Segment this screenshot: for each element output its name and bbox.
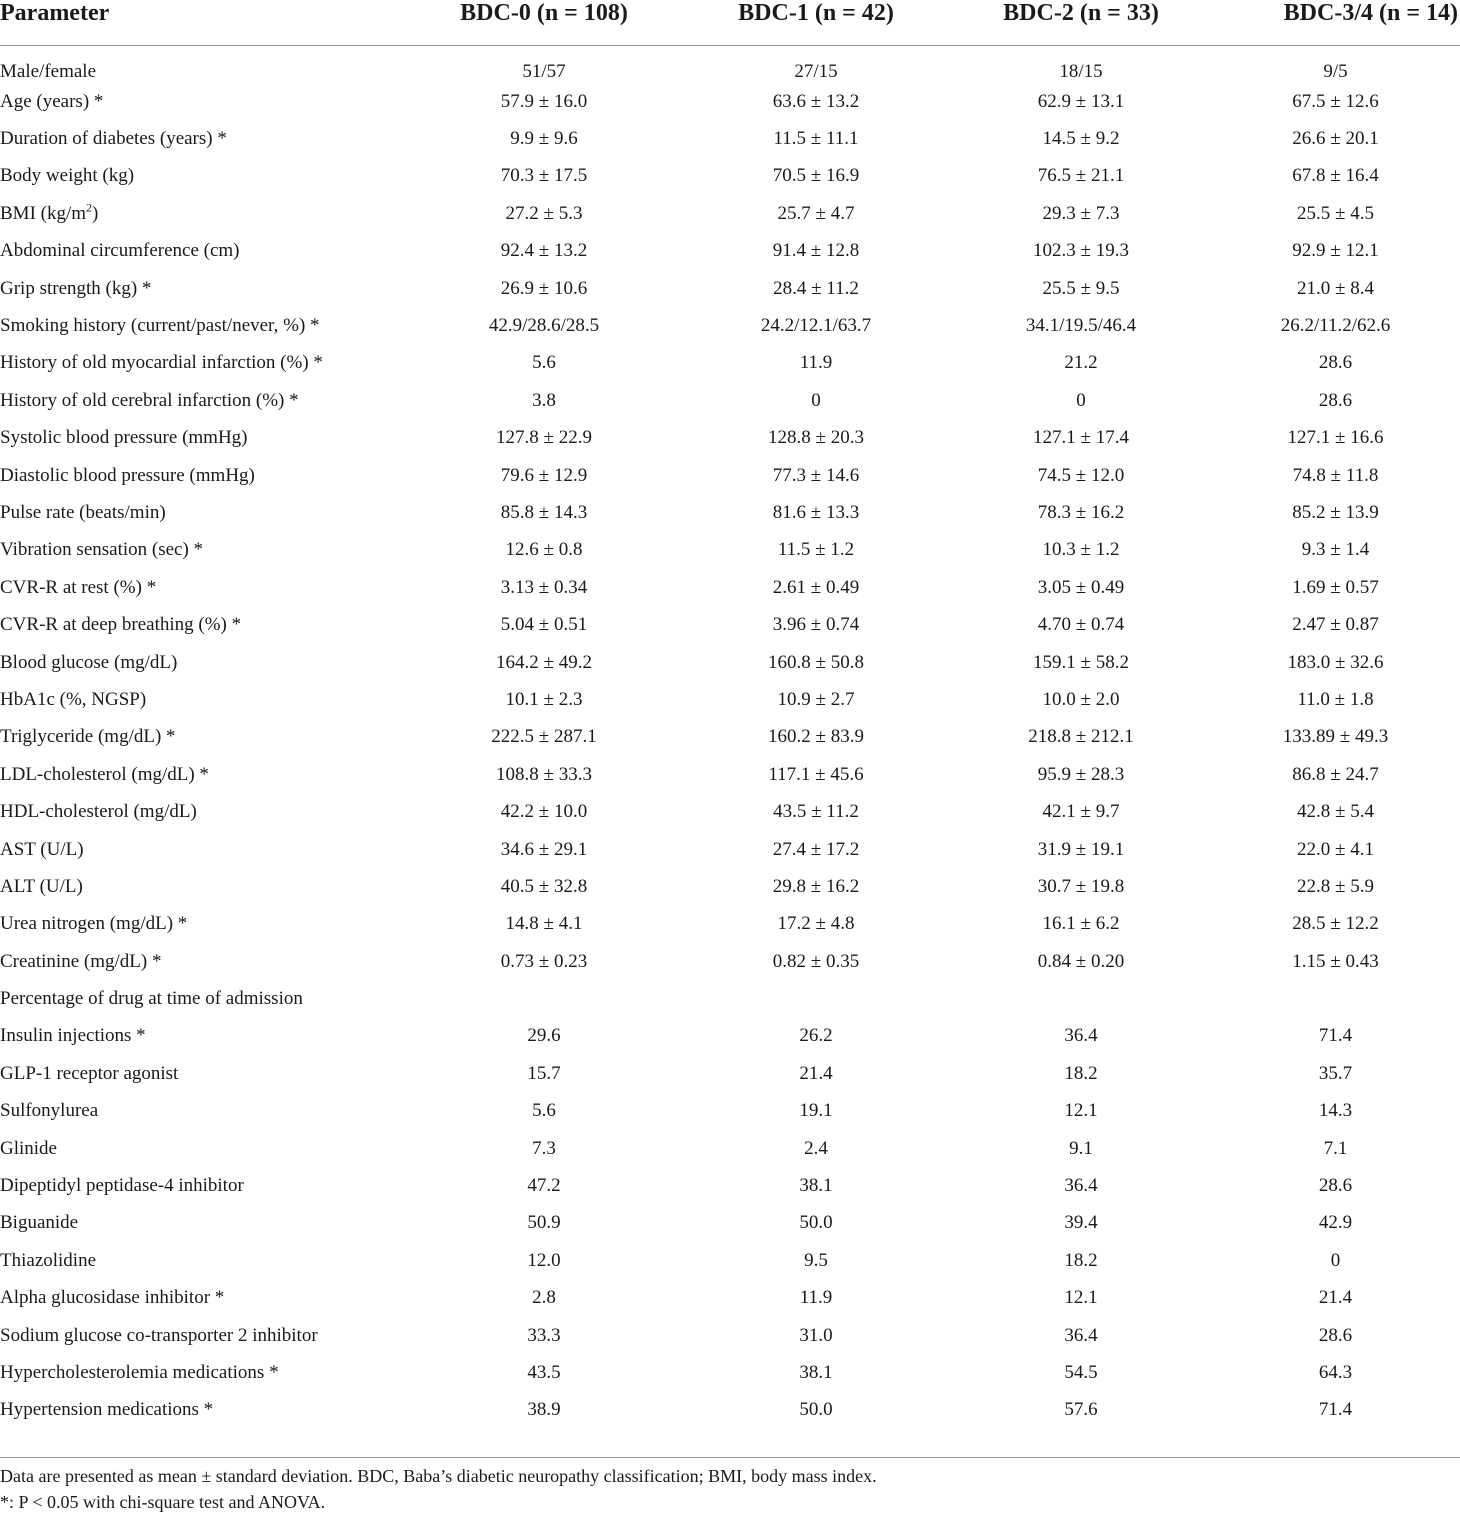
cell-bdc-group-0: 12.6 ± 0.8 — [505, 539, 583, 561]
row-label-text: Diastolic blood pressure (mmHg) — [0, 464, 255, 486]
cell-bdc-group-0: 27.2 ± 5.3 — [505, 202, 583, 224]
cell-bdc-group-3: 9/5 — [1323, 60, 1348, 82]
cell-bdc-group-1: 38.1 — [799, 1175, 833, 1197]
row-label — [0, 719, 407, 756]
cell-bdc-group-0: 9.9 ± 9.6 — [510, 128, 578, 150]
table-row — [0, 1242, 1460, 1279]
cell-bdc-group-0: 40.5 ± 32.8 — [500, 875, 588, 897]
cell-bdc-group-0: 10.1 ± 2.3 — [505, 688, 583, 710]
cell-bdc-group-2: 34.1/19.5/46.4 — [1025, 315, 1137, 337]
cell-bdc-group-0: 70.3 ± 17.5 — [500, 165, 588, 187]
row-label — [0, 1055, 407, 1092]
cell-bdc-group-1: 160.8 ± 50.8 — [768, 651, 864, 673]
cell-bdc-group-3: 67.5 ± 12.6 — [1292, 90, 1379, 112]
row-label — [0, 46, 407, 84]
cell-bdc-group-3: 133.89 ± 49.3 — [1282, 726, 1389, 748]
cell-bdc-group-3: 1.69 ± 0.57 — [1292, 576, 1379, 598]
cell-bdc-group-2: 21.2 — [1064, 352, 1098, 374]
table-row — [0, 1354, 1460, 1391]
row-label — [0, 681, 407, 718]
table-footnotes — [0, 1457, 1460, 1515]
row-label-text: LDL-cholesterol (mg/dL) * — [0, 763, 209, 785]
cell-bdc-group-0: 5.04 ± 0.51 — [500, 614, 588, 636]
table-row — [0, 46, 1460, 84]
cell-bdc-group-2: 29.3 ± 7.3 — [1042, 202, 1120, 224]
cell-bdc-group-1: 27.4 ± 17.2 — [772, 838, 860, 860]
table-row — [0, 307, 1460, 344]
cell-bdc-group-1: 28.4 ± 11.2 — [773, 277, 859, 299]
cell-bdc-group-2: 12.1 — [1064, 1287, 1098, 1309]
cell-bdc-group-2: 127.1 ± 17.4 — [1033, 427, 1129, 449]
cell-bdc-group-2: 18.2 — [1064, 1062, 1098, 1084]
row-label-text: Male/female — [0, 60, 97, 82]
cell-bdc-group-2: 10.0 ± 2.0 — [1042, 688, 1120, 710]
row-label — [0, 1205, 407, 1242]
cell-bdc-group-3: 22.0 ± 4.1 — [1297, 838, 1374, 860]
cell-bdc-group-3: 9.3 ± 1.4 — [1301, 539, 1370, 561]
cell-bdc-group-1: 2.61 ± 0.49 — [772, 576, 860, 598]
row-label-text: Body weight (kg) — [0, 165, 135, 187]
cell-bdc-group-2: 74.5 ± 12.0 — [1037, 464, 1125, 486]
cell-bdc-group-0: 85.8 ± 14.3 — [500, 501, 588, 523]
cell-bdc-group-0: 42.9/28.6/28.5 — [488, 315, 600, 337]
cell-bdc-group-1: 19.1 — [799, 1100, 833, 1122]
row-label-text: Dipeptidyl peptidase-4 inhibitor — [0, 1175, 244, 1197]
cell-bdc-group-1: 26.2 — [799, 1025, 833, 1047]
row-label-text: BMI (kg/m — [0, 202, 87, 224]
row-label-text: HbA1c (%, NGSP) — [0, 688, 147, 710]
cell-bdc-group-3: 42.9 — [1318, 1212, 1353, 1234]
cell-bdc-group-1: 2.4 — [804, 1137, 828, 1159]
cell-bdc-group-3: 28.6 — [1318, 352, 1353, 374]
cell-bdc-group-1: 0.82 ± 0.35 — [772, 950, 860, 972]
cell-bdc-group-3: 22.8 ± 5.9 — [1297, 875, 1374, 897]
table-row — [0, 382, 1460, 419]
cell-bdc-group-2: 9.1 — [1069, 1137, 1093, 1159]
table-row — [0, 1317, 1460, 1354]
cell-bdc-group-3: 7.1 — [1323, 1137, 1348, 1159]
footnote-significance: *: P < 0.05 with chi-square test and ANOVA. — [0, 1492, 326, 1512]
row-label-text: AST (U/L) — [0, 838, 84, 860]
cell-bdc-group-1: 24.2/12.1/63.7 — [760, 315, 872, 337]
row-label — [0, 270, 407, 307]
table-row — [0, 195, 1460, 232]
cell-bdc-group-1: 17.2 ± 4.8 — [777, 913, 855, 935]
cell-bdc-group-3: 74.8 ± 11.8 — [1292, 464, 1379, 486]
cell-bdc-group-1: 0 — [811, 389, 821, 411]
row-label-text: Duration of diabetes (years) * — [0, 128, 227, 150]
row-label — [0, 1130, 407, 1167]
row-label — [0, 83, 407, 120]
table-row — [0, 831, 1460, 868]
cell-bdc-group-0: 5.6 — [532, 1100, 556, 1122]
row-label-text: Insulin injections * — [0, 1025, 146, 1047]
row-label — [0, 307, 407, 344]
row-label-text: Smoking history (current/past/never, %) * — [0, 315, 320, 337]
cell-bdc-group-2: 102.3 ± 19.3 — [1033, 240, 1129, 262]
header-bdc-3-4: BDC-3/4 (n = 14) — [1211, 0, 1460, 46]
cell-bdc-group-0: 34.6 ± 29.1 — [500, 838, 588, 860]
cell-bdc-group-0: 5.6 — [532, 352, 556, 374]
cell-bdc-group-0: 2.8 — [532, 1287, 556, 1309]
row-label — [0, 1392, 407, 1429]
row-label — [0, 158, 407, 195]
table-row — [0, 719, 1460, 756]
table-row — [0, 606, 1460, 643]
cell-bdc-group-0: 38.9 — [527, 1399, 561, 1421]
row-label-superscript: 2 — [86, 200, 93, 215]
table-row — [0, 681, 1460, 718]
cell-bdc-group-1: 31.0 — [799, 1324, 833, 1346]
table-row — [0, 1280, 1460, 1317]
table-row — [0, 83, 1460, 120]
cell-bdc-group-0: 26.9 ± 10.6 — [500, 277, 588, 299]
cell-bdc-group-2: 14.5 ± 9.2 — [1042, 128, 1120, 150]
table-row — [0, 569, 1460, 606]
row-label — [0, 606, 407, 643]
row-label — [0, 233, 407, 270]
cell-bdc-group-1: 3.96 ± 0.74 — [772, 614, 860, 636]
table-row — [0, 158, 1460, 195]
row-label — [0, 195, 407, 232]
cell-bdc-group-3: 28.6 — [1318, 1324, 1353, 1346]
cell-bdc-group-0: 50.9 — [527, 1212, 561, 1234]
cell-bdc-group-0: 43.5 — [527, 1361, 561, 1383]
row-label-text: Triglyceride (mg/dL) * — [0, 726, 176, 748]
cell-bdc-group-1: 63.6 ± 13.2 — [772, 90, 860, 112]
cell-bdc-group-2: 4.70 ± 0.74 — [1037, 614, 1125, 636]
cell-bdc-group-3: 127.1 ± 16.6 — [1287, 427, 1384, 449]
cell-bdc-group-2: 42.1 ± 9.7 — [1042, 801, 1120, 823]
cell-bdc-group-0: 33.3 — [527, 1324, 561, 1346]
cell-bdc-group-1: 29.8 ± 16.2 — [772, 875, 860, 897]
cell-bdc-group-1: 91.4 ± 12.8 — [772, 240, 860, 262]
table-row — [0, 868, 1460, 905]
cell-bdc-group-2: 30.7 ± 19.8 — [1037, 875, 1125, 897]
row-label-text: Blood glucose (mg/dL) — [0, 651, 178, 673]
row-label-text: Age (years) * — [0, 90, 104, 112]
cell-bdc-group-0: 42.2 ± 10.0 — [500, 801, 588, 823]
row-label — [0, 868, 407, 905]
cell-bdc-group-3: 67.8 ± 16.4 — [1292, 165, 1379, 187]
cell-bdc-group-2: 54.5 — [1064, 1361, 1098, 1383]
table-row — [0, 1167, 1460, 1204]
row-label-text: Systolic blood pressure (mmHg) — [0, 427, 248, 449]
cell-bdc-group-3: 0 — [1330, 1249, 1341, 1271]
cell-bdc-group-0: 51/57 — [522, 60, 566, 82]
cell-bdc-group-1: 9.5 — [804, 1249, 828, 1271]
cell-bdc-group-1: 50.0 — [799, 1399, 833, 1421]
row-label — [0, 1354, 407, 1391]
cell-bdc-group-2 — [951, 980, 1211, 1017]
row-label — [0, 793, 407, 830]
cell-bdc-group-0: 79.6 ± 12.9 — [500, 464, 588, 486]
cell-bdc-group-2: 0.84 ± 0.20 — [1037, 950, 1125, 972]
cell-bdc-group-3: 71.4 — [1318, 1025, 1353, 1047]
cell-bdc-group-1: 10.9 ± 2.7 — [777, 688, 855, 710]
row-label — [0, 1242, 407, 1279]
row-label — [0, 943, 407, 980]
cell-bdc-group-1: 128.8 ± 20.3 — [768, 427, 864, 449]
row-label-text: Pulse rate (beats/min) — [0, 501, 166, 523]
row-label — [0, 494, 407, 531]
row-label — [0, 906, 407, 943]
cell-bdc-group-0: 7.3 — [532, 1137, 556, 1159]
cell-bdc-group-3: 21.0 ± 8.4 — [1297, 277, 1374, 299]
cell-bdc-group-2: 12.1 — [1064, 1100, 1098, 1122]
table-row — [0, 120, 1460, 157]
row-label-text: Creatinine (mg/dL) * — [0, 950, 162, 972]
table-row — [0, 1055, 1460, 1092]
row-label — [0, 532, 407, 569]
cell-bdc-group-1: 38.1 — [799, 1361, 833, 1383]
cell-bdc-group-3 — [1211, 980, 1460, 1017]
cell-bdc-group-3: 42.8 ± 5.4 — [1297, 801, 1374, 823]
cell-bdc-group-3: 64.3 — [1318, 1361, 1353, 1383]
cell-bdc-group-2: 0 — [1076, 389, 1086, 411]
cell-bdc-group-3: 21.4 — [1318, 1287, 1353, 1309]
row-label — [0, 1167, 407, 1204]
row-label — [0, 420, 407, 457]
table-row — [0, 1018, 1460, 1055]
row-label-text: Alpha glucosidase inhibitor * — [0, 1287, 225, 1309]
cell-bdc-group-2: 95.9 ± 28.3 — [1037, 763, 1125, 785]
row-label-text: Abdominal circumference (cm) — [0, 240, 240, 262]
cell-bdc-group-3: 2.47 ± 0.87 — [1292, 614, 1379, 636]
row-label-text: Biguanide — [0, 1212, 79, 1234]
cell-bdc-group-3: 35.7 — [1318, 1062, 1353, 1084]
cell-bdc-group-2: 76.5 ± 21.1 — [1037, 165, 1125, 187]
row-label-text: CVR-R at deep breathing (%) * — [0, 614, 242, 636]
table-row — [0, 532, 1460, 569]
row-label-suffix: ) — [92, 202, 99, 224]
row-label — [0, 831, 407, 868]
cell-bdc-group-2: 18.2 — [1064, 1249, 1098, 1271]
cell-bdc-group-3: 71.4 — [1318, 1399, 1353, 1421]
footnote-definitions: Data are presented as mean ± standard deviation. BDC, Baba’s diabetic neuropathy classification; BMI, body mass index. — [0, 1466, 877, 1486]
table-row — [0, 1205, 1460, 1242]
cell-bdc-group-0: 3.13 ± 0.34 — [500, 576, 588, 598]
cell-bdc-group-0: 0.73 ± 0.23 — [500, 950, 588, 972]
cell-bdc-group-3: 92.9 ± 12.1 — [1292, 240, 1379, 262]
cell-bdc-group-3: 25.5 ± 4.5 — [1297, 202, 1374, 224]
cell-bdc-group-0: 222.5 ± 287.1 — [491, 726, 597, 748]
cell-bdc-group-0: 127.8 ± 22.9 — [496, 427, 592, 449]
row-label — [0, 382, 407, 419]
cell-bdc-group-0: 164.2 ± 49.2 — [496, 651, 592, 673]
row-label — [0, 457, 407, 494]
row-label-text: ALT (U/L) — [0, 875, 83, 897]
header-bdc-2: BDC-2 (n = 33) — [951, 0, 1211, 46]
cell-bdc-group-1: 27/15 — [794, 60, 838, 82]
cell-bdc-group-1: 81.6 ± 13.3 — [772, 501, 860, 523]
cell-bdc-group-3: 28.5 ± 12.2 — [1292, 913, 1379, 935]
cell-bdc-group-0: 15.7 — [527, 1062, 561, 1084]
cell-bdc-group-1: 117.1 ± 45.6 — [768, 763, 864, 785]
cell-bdc-group-3: 26.6 ± 20.1 — [1292, 128, 1379, 150]
row-label-text: GLP-1 receptor agonist — [0, 1062, 179, 1084]
row-label-text: Thiazolidine — [0, 1249, 97, 1271]
row-label-text: Glinide — [0, 1137, 57, 1159]
cell-bdc-group-1: 11.5 ± 11.1 — [773, 128, 859, 150]
cell-bdc-group-3: 183.0 ± 32.6 — [1287, 651, 1384, 673]
header-bdc-0: BDC-0 (n = 108) — [407, 0, 681, 46]
table-row — [0, 270, 1460, 307]
cell-bdc-group-1: 11.5 ± 1.2 — [777, 539, 855, 561]
cell-bdc-group-1: 11.9 — [799, 352, 833, 374]
row-label — [0, 120, 407, 157]
cell-bdc-group-0: 92.4 ± 13.2 — [500, 240, 588, 262]
cell-bdc-group-2: 159.1 ± 58.2 — [1033, 651, 1129, 673]
row-label-text: Vibration sensation (sec) * — [0, 539, 204, 561]
cell-bdc-group-3: 1.15 ± 0.43 — [1292, 950, 1379, 972]
row-label — [0, 345, 407, 382]
table-row — [0, 756, 1460, 793]
cell-bdc-group-2: 62.9 ± 13.1 — [1037, 90, 1125, 112]
header-parameter: Parameter — [0, 0, 407, 46]
cell-bdc-group-3: 11.0 ± 1.8 — [1297, 688, 1374, 710]
cell-bdc-group-1: 50.0 — [799, 1212, 833, 1234]
table-row — [0, 420, 1460, 457]
cell-bdc-group-3: 28.6 — [1318, 389, 1353, 411]
cell-bdc-group-2: 78.3 ± 16.2 — [1037, 501, 1125, 523]
table-body — [0, 46, 1460, 1429]
row-label-text: History of old myocardial infarction (%) * — [0, 352, 323, 374]
cell-bdc-group-0: 108.8 ± 33.3 — [496, 763, 592, 785]
cell-bdc-group-1: 160.2 ± 83.9 — [768, 726, 864, 748]
cell-bdc-group-3: 85.2 ± 13.9 — [1292, 501, 1379, 523]
cell-bdc-group-2: 36.4 — [1064, 1025, 1098, 1047]
row-label — [0, 980, 407, 1017]
table-row — [0, 793, 1460, 830]
cell-bdc-group-2: 3.05 ± 0.49 — [1037, 576, 1125, 598]
cell-bdc-group-3: 26.2/11.2/62.6 — [1280, 315, 1391, 337]
table-row — [0, 906, 1460, 943]
cell-bdc-group-0: 12.0 — [527, 1249, 561, 1271]
cell-bdc-group-3: 86.8 ± 24.7 — [1292, 763, 1379, 785]
header-bdc-1: BDC-1 (n = 42) — [681, 0, 951, 46]
table-row — [0, 980, 1460, 1017]
cell-bdc-group-0: 29.6 — [527, 1025, 561, 1047]
row-label-text: Urea nitrogen (mg/dL) * — [0, 913, 188, 935]
cell-bdc-group-1: 43.5 ± 11.2 — [773, 801, 859, 823]
table-row — [0, 494, 1460, 531]
row-label — [0, 1093, 407, 1130]
row-label-text: Grip strength (kg) * — [0, 277, 152, 299]
table-row — [0, 457, 1460, 494]
cell-bdc-group-2: 31.9 ± 19.1 — [1037, 838, 1125, 860]
cell-bdc-group-2: 57.6 — [1064, 1399, 1098, 1421]
table-row — [0, 1093, 1460, 1130]
row-label-text: Hypertension medications * — [0, 1399, 214, 1421]
row-label-text: Percentage of drug at time of admission — [0, 988, 303, 1010]
cell-bdc-group-2: 36.4 — [1064, 1175, 1098, 1197]
table-row — [0, 943, 1460, 980]
row-label — [0, 756, 407, 793]
cell-bdc-group-2: 218.8 ± 212.1 — [1028, 726, 1134, 748]
cell-bdc-group-0 — [407, 980, 681, 1017]
cell-bdc-group-1 — [681, 980, 951, 1017]
row-label-text: Hypercholesterolemia medications * — [0, 1361, 279, 1383]
cell-bdc-group-3: 28.6 — [1318, 1175, 1353, 1197]
cell-bdc-group-1: 11.9 — [799, 1287, 833, 1309]
cell-bdc-group-2: 10.3 ± 1.2 — [1042, 539, 1120, 561]
row-label — [0, 1280, 407, 1317]
row-label-text: HDL-cholesterol (mg/dL) — [0, 801, 197, 823]
row-label — [0, 569, 407, 606]
row-label-text: CVR-R at rest (%) * — [0, 576, 157, 598]
cell-bdc-group-0: 3.8 — [532, 389, 556, 411]
cell-bdc-group-2: 39.4 — [1064, 1212, 1098, 1234]
table-row — [0, 233, 1460, 270]
cell-bdc-group-2: 16.1 ± 6.2 — [1042, 913, 1120, 935]
cell-bdc-group-0: 57.9 ± 16.0 — [500, 90, 588, 112]
cell-bdc-group-1: 25.7 ± 4.7 — [777, 202, 855, 224]
table-row — [0, 1392, 1460, 1429]
row-label-text: Sodium glucose co-transporter 2 inhibitor — [0, 1324, 318, 1346]
row-label — [0, 1317, 407, 1354]
table-header-row — [0, 0, 1460, 46]
table-row — [0, 345, 1460, 382]
cell-bdc-group-3: 14.3 — [1318, 1100, 1353, 1122]
table-row — [0, 1130, 1460, 1167]
cell-bdc-group-2: 36.4 — [1064, 1324, 1098, 1346]
table-row — [0, 644, 1460, 681]
cell-bdc-group-1: 21.4 — [799, 1062, 833, 1084]
row-label-text: Sulfonylurea — [0, 1100, 99, 1122]
cell-bdc-group-1: 70.5 ± 16.9 — [772, 165, 860, 187]
row-label — [0, 644, 407, 681]
row-label — [0, 1018, 407, 1055]
cell-bdc-group-1: 77.3 ± 14.6 — [772, 464, 860, 486]
cell-bdc-group-0: 14.8 ± 4.1 — [505, 913, 583, 935]
row-label-text: History of old cerebral infarction (%) * — [0, 389, 299, 411]
cell-bdc-group-0: 47.2 — [527, 1175, 561, 1197]
cell-bdc-group-2: 25.5 ± 9.5 — [1042, 277, 1120, 299]
cell-bdc-group-2: 18/15 — [1059, 60, 1103, 82]
